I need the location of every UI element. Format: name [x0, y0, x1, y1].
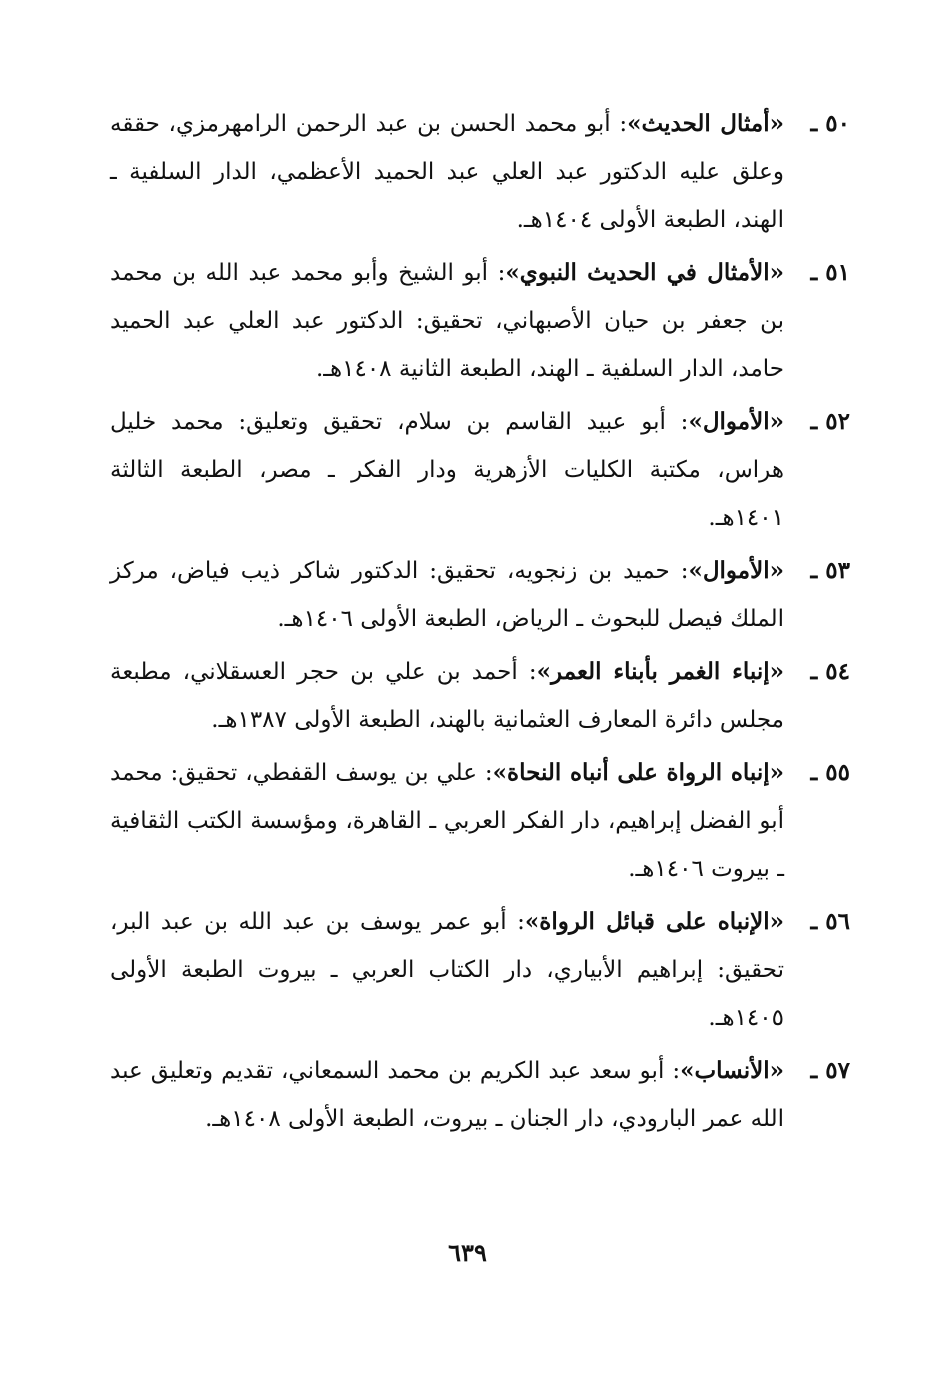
bibliography-entry	[110, 249, 850, 393]
entry-title: «أمثال الحديث»	[627, 110, 784, 137]
entry-number: ٥٤ ـ	[810, 658, 850, 685]
entry-number: ٥٣ ـ	[810, 557, 850, 584]
entry-text: : أبو محمد الحسن بن عبد الرحمن الرامهرمزي، حققه وعلق عليه الدكتور عبد العلي عبد الحميد الأعظمي، الدار السلفية ـ الهند، الطبعة الأولى ١٤٠٤هـ.	[110, 111, 784, 233]
entry-number: ٥٦ ـ	[810, 908, 850, 935]
entry-body	[110, 749, 784, 893]
entry-text: : حميد بن زنجويه، تحقيق: الدكتور شاكر ذيب فياض، مركز الملك فيصل للبحوث ـ الرياض، الطبعة الأولى ١٤٠٦هـ.	[110, 558, 784, 632]
entry-title: «الأنساب»	[680, 1057, 784, 1084]
entry-number: ٥٢ ـ	[810, 408, 850, 435]
entry-text: : أبو سعد عبد الكريم بن محمد السمعاني، تقديم وتعليق عبد الله عمر البارودي، دار الجنان ـ بيروت، الطبعة الأولى ١٤٠٨هـ.	[110, 1058, 784, 1132]
page-number: ٦٣٩	[448, 1238, 487, 1267]
entry-body	[110, 547, 784, 643]
bibliography-entry	[110, 898, 850, 1042]
entry-body	[110, 249, 784, 393]
entry-number: ٥٠ ـ	[810, 110, 850, 137]
entry-body	[110, 898, 784, 1042]
entry-body	[110, 1047, 784, 1143]
entry-title: «إنباه الرواة على أنباه النحاة»	[492, 759, 784, 786]
entry-title: «الأمثال في الحديث النبوي»	[505, 259, 785, 286]
bibliography-entry	[110, 100, 850, 244]
bibliography-entry	[110, 648, 850, 744]
bibliography-entry	[110, 398, 850, 542]
entry-body	[110, 100, 784, 244]
entry-body	[110, 398, 784, 542]
entry-title: «الأموال»	[688, 408, 784, 435]
entry-text: : أبو عبيد القاسم بن سلام، تحقيق وتعليق: محمد خليل هراس، مكتبة الكليات الأزهرية ودار الفكر ـ مصر، الطبعة الثالثة ١٤٠١هـ.	[110, 409, 784, 531]
entry-text: : علي بن يوسف القفطي، تحقيق: محمد أبو الفضل إبراهيم، دار الفكر العربي ـ القاهرة، ومؤسسة الكتب الثقافية ـ بيروت ١٤٠٦هـ.	[110, 760, 784, 882]
entry-title: «إنباء الغمر بأبناء العمر»	[536, 658, 784, 685]
bibliography-list	[110, 100, 850, 1148]
entry-title: «الأموال»	[688, 557, 784, 584]
entry-number: ٥٥ ـ	[810, 759, 850, 786]
entry-number: ٥١ ـ	[810, 259, 850, 286]
entry-text: : أحمد بن علي بن حجر العسقلاني، مطبعة مجلس دائرة المعارف العثمانية بالهند، الطبعة الأولى ١٣٨٧هـ.	[110, 659, 784, 733]
bibliography-entry	[110, 547, 850, 643]
entry-text: : أبو الشيخ وأبو محمد عبد الله بن محمد بن جعفر بن حيان الأصبهاني، تحقيق: الدكتور عبد العلي عبد الحميد حامد، الدار السلفية ـ الهند، الطبعة الثانية ١٤٠٨هـ.	[110, 260, 784, 382]
bibliography-entry	[110, 749, 850, 893]
entry-body	[110, 648, 784, 744]
entry-text: : أبو عمر يوسف بن عبد الله بن عبد البر، تحقيق: إبراهيم الأبياري، دار الكتاب العربي ـ بيروت الطبعة الأولى ١٤٠٥هـ.	[110, 909, 784, 1031]
bibliography-entry	[110, 1047, 850, 1143]
entry-title: «الإنباه على قبائل الرواة»	[524, 908, 784, 935]
entry-number: ٥٧ ـ	[810, 1057, 850, 1084]
